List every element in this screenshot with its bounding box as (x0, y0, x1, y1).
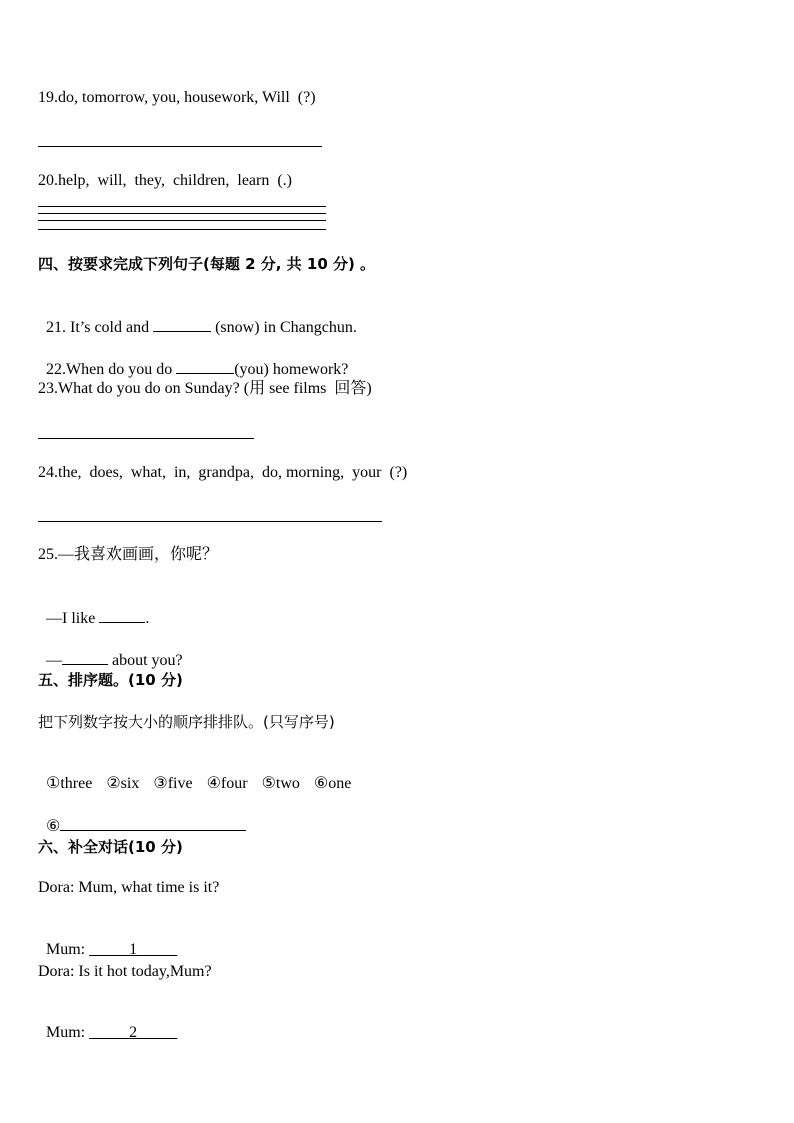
blank-25a (99, 607, 145, 623)
blank-21 (153, 316, 211, 332)
question-25-line-2-after: about you? (108, 652, 183, 669)
section-4-heading: 四、按要求完成下列句子(每题 2 分, 共 10 分) 。 (38, 255, 376, 273)
answer-line-19 (38, 146, 322, 147)
answer-line-20b (38, 213, 326, 214)
ordering-answer-start: ⑥ (46, 818, 61, 835)
question-25-line-1-after: . (145, 610, 150, 627)
question-21-text-after: (snow) in Changchun. (211, 319, 357, 336)
question-22-text-after: (you) homework? (234, 361, 349, 378)
section-5-heading: 五、排序题。(10 分) (38, 671, 183, 689)
question-22 (38, 338, 348, 380)
option-2: ②six (106, 775, 140, 792)
answer-line-20a (38, 206, 326, 207)
question-25-prompt: 25.—我喜欢画画，你呢？ (38, 546, 219, 563)
question-20: 20.help, will, they, children, learn (.) (38, 172, 292, 189)
ordering-answer-blank (60, 815, 246, 831)
question-21 (38, 296, 357, 338)
answer-line-20d (38, 229, 326, 230)
question-19: 19.do, tomorrow, you, housework, Will (?) (38, 89, 316, 106)
ordering-options (38, 754, 351, 794)
section-6-heading: 六、补全对话(10 分) (38, 838, 183, 856)
dialogue-speaker-mum: Mum: (46, 941, 90, 958)
blank-25b (62, 649, 108, 665)
dialogue-line-2 (38, 920, 177, 960)
section-5-instruction: 把下列数字按大小的顺序排排队。(只写序号) (38, 713, 335, 731)
option-6: ⑥one (313, 775, 352, 792)
question-21-text-before: 21. It’s cold and (46, 319, 154, 336)
dialogue-blank-1: _____1_____ (89, 941, 178, 958)
dialogue-speaker-mum-2: Mum: (46, 1024, 90, 1041)
dialogue-blank-2: _____2_____ (89, 1024, 178, 1041)
question-25-line-1-before: —I like (46, 610, 100, 627)
question-24: 24.the, does, what, in, grandpa, do, morning, your (?) (38, 464, 408, 481)
option-4: ④four (206, 775, 248, 792)
dialogue-line-4 (38, 1003, 177, 1043)
question-25-line-1 (38, 587, 149, 629)
dialogue-line-1: Dora: Mum, what time is it? (38, 879, 220, 896)
option-1: ①three (46, 775, 93, 792)
question-23: 23.What do you do on Sunday? (用 see films 回答) (38, 380, 372, 397)
ordering-answer (38, 795, 246, 837)
answer-line-20c (38, 220, 326, 221)
blank-22 (176, 358, 234, 374)
question-25-line-2 (38, 629, 183, 671)
answer-line-24 (38, 521, 382, 522)
option-5: ⑤two (261, 775, 300, 792)
option-3: ③five (153, 775, 193, 792)
question-22-text-before: 22.When do you do (46, 361, 177, 378)
question-25-line-2-before: — (46, 652, 62, 669)
dialogue-line-3: Dora: Is it hot today,Mum? (38, 963, 212, 980)
answer-line-23 (38, 438, 254, 439)
